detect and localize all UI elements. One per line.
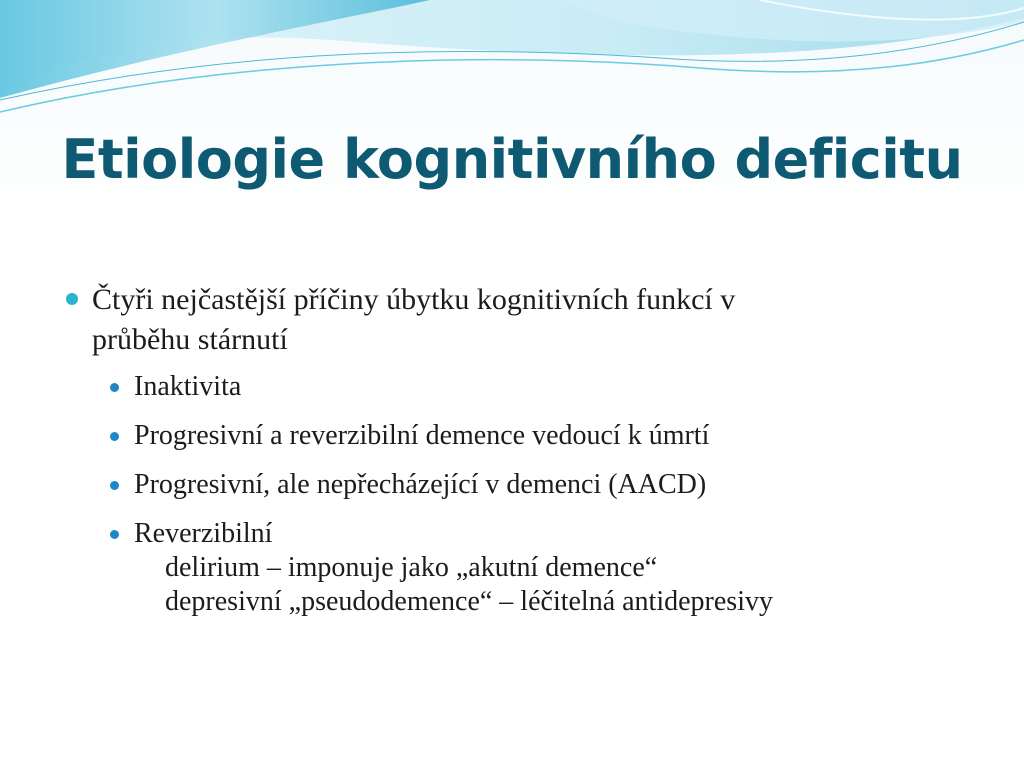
bullet-item [62,280,992,360]
sub-bullet-item [110,517,992,619]
bullet-text-line-2: průběhu stárnutí [92,323,288,356]
sub-bullet-item [110,419,992,453]
sub-bullet-text: Inaktivita [134,371,242,402]
bullet-text-line-1: Čtyři nejčastější příčiny úbytku kognitivních funkcí v [92,283,736,316]
header-wave-decoration [0,0,1024,130]
bullet-list [62,280,992,634]
sub-bullet-text: Progresivní a reverzibilní demence vedoucí k úmrtí [134,420,710,451]
sub-bullet-dot-icon [110,432,119,441]
sub-bullet-dot-icon [110,481,119,490]
sub-bullet-dot-icon [110,383,119,392]
sub-bullet-item [110,468,992,502]
slide-title: Etiologie kognitivního deficitu [61,128,963,191]
sub-bullet-dot-icon [110,530,119,539]
sub-bullet-detail-line: depresivní „pseudodemence“ – léčitelná antidepresivy [165,586,773,617]
sub-bullet-list [62,370,992,619]
sub-bullet-text: Reverzibilní [134,518,273,549]
sub-bullet-item [110,370,992,404]
bullet-dot-icon [66,293,78,305]
sub-bullet-text: Progresivní, ale nepřecházející v demenci (AACD) [134,469,707,500]
sub-bullet-detail-line: delirium – imponuje jako „akutní demence“ [165,552,658,583]
